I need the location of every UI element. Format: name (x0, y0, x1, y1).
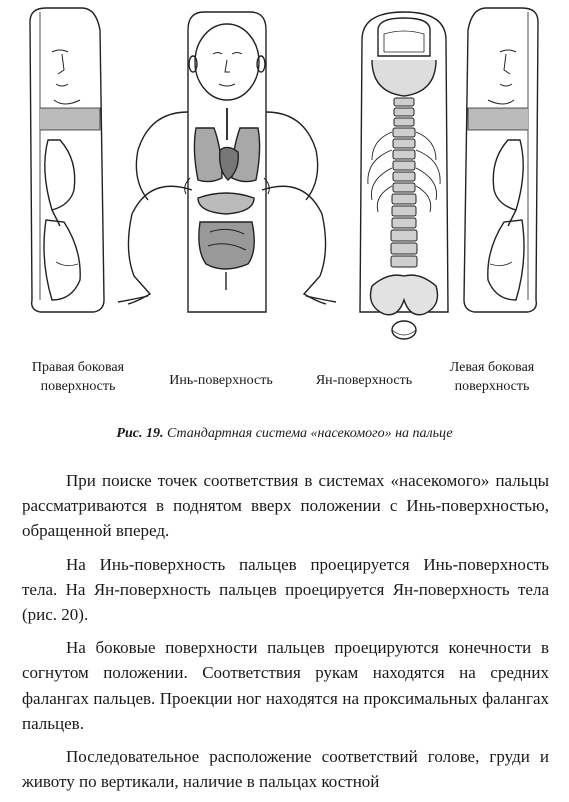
label-yang-surface: Ян-поверхность (315, 373, 413, 388)
label-left-side: Левая боковая поверхность (449, 360, 535, 394)
paragraph: При поиске точек соответствия в системах «насекомого» пальцы рассматриваются в поднятом вверх положении с Инь-поверхностью, обращенной вперед. (22, 471, 549, 541)
paragraph: На Инь-поверхность пальцев проецируется Инь-поверхность тела. На Ян-поверхность пальцев проецируется Ян-поверхность тела (рис. 20). (22, 554, 549, 625)
finger-left-side-drawing (464, 8, 538, 312)
paragraph: На боковые поверхности пальцев проецируются конечности в согнутом положении. Соответствия рукам находятся на средних фалангах пальцев. Проекции ног находятся на проксимальных фалангах пальцев. (22, 638, 549, 733)
figure-caption (0, 426, 569, 442)
finger-yin-drawing (118, 12, 336, 312)
figure-number: Рис. 19. (116, 426, 164, 441)
label-yin-surface: Инь-поверхность (169, 373, 273, 388)
body-text (22, 468, 549, 802)
figure-caption-text: Стандартная система «насекомого» на пальце (166, 426, 453, 441)
finger-right-side-drawing (30, 8, 104, 312)
finger-yang-drawing (360, 12, 448, 339)
label-right-side: Правая боковая поверхность (31, 360, 125, 394)
paragraph: Последовательное расположение соответствий голове, груди и животу по вертикали, наличие в пальцах костной (22, 747, 549, 792)
